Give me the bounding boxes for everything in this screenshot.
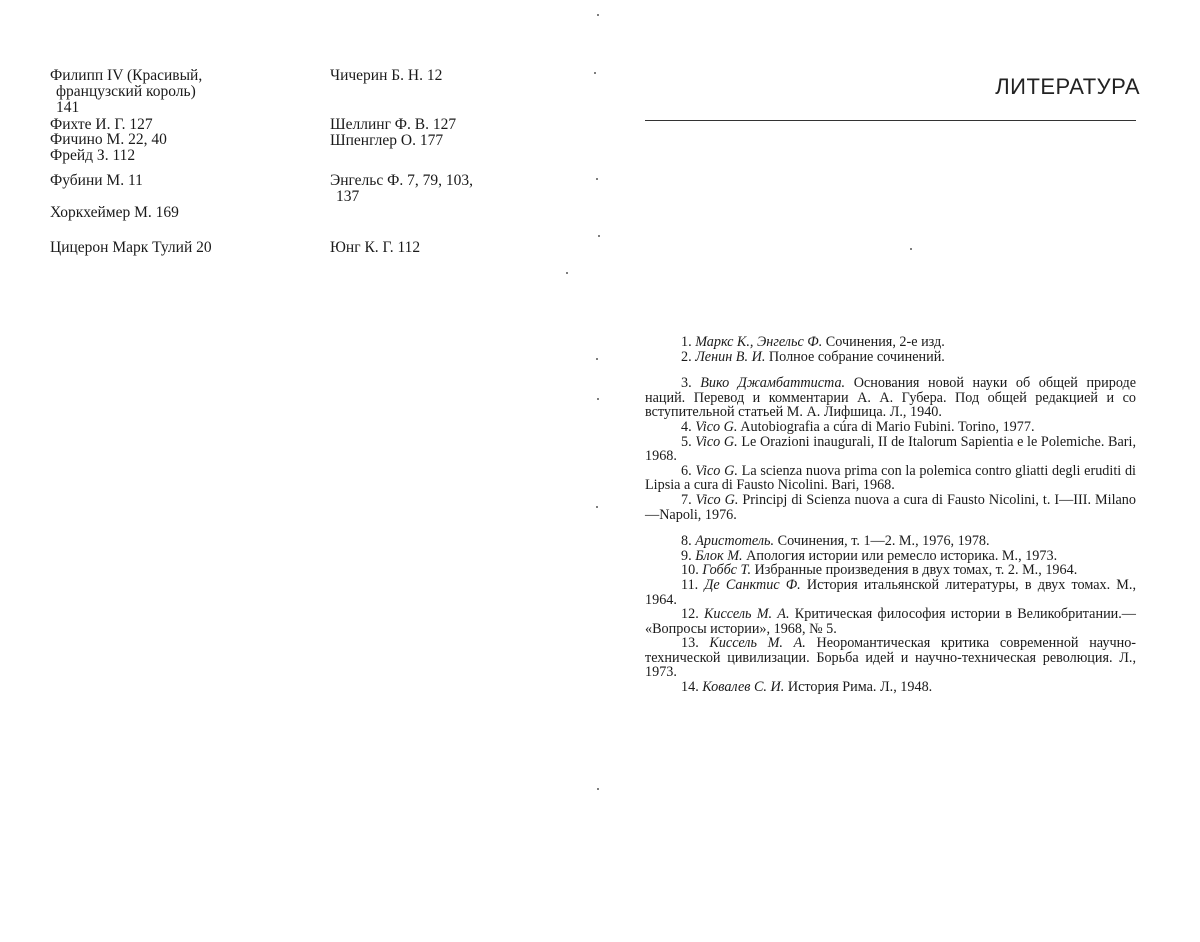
index-entry-text: Фихте И. Г. 127: [50, 116, 153, 133]
entry-author: Де Санктис Ф.: [704, 576, 801, 593]
entry-text: История итальянской литературы, в двух томах. М., 1964.: [645, 576, 1137, 608]
bibliography-entry: [645, 464, 1136, 493]
entry-text: La scienza nuova prima con la polemica contro gliatti degli eruditi di Lipsia a cura di Fausto Nicolini. Bari, 1968.: [645, 462, 1136, 494]
bibliography-title: ЛИТЕРАТУРА: [995, 74, 1140, 99]
entry-number: 1.: [681, 334, 692, 350]
entry-number: 12.: [681, 606, 699, 623]
bibliography-entry: [645, 680, 1136, 695]
gutter-speck: [594, 72, 596, 74]
index-entry-text: Цицерон Марк Тулий 20: [50, 239, 212, 256]
gutter-speck: [596, 358, 598, 360]
entry-author: Vico G.: [695, 433, 738, 450]
entry-number: 3.: [681, 375, 692, 392]
index-entry: [330, 173, 580, 205]
gutter-speck: [596, 178, 598, 180]
entry-number: 4.: [681, 418, 692, 435]
entry-author: Маркс К., Энгельс Ф.: [695, 334, 823, 350]
entry-author: Vico G.: [695, 462, 738, 479]
entry-number: 10.: [681, 562, 699, 579]
index-entry-text: Шеллинг Ф. В. 127: [330, 116, 457, 133]
entry-text: Principj di Scienza nuova a cura di Fausto Nicolini, t. I—III. Milano—Napoli, 1976.: [645, 491, 1136, 523]
index-entry-continuation: 141: [56, 99, 80, 116]
index-entry: [50, 173, 300, 189]
entry-author: Гоббс Т.: [702, 562, 751, 579]
index-entry: [330, 117, 580, 133]
entry-number: 6.: [681, 462, 692, 479]
index-entry-text: Энгельс Ф. 7, 79, 103,: [330, 172, 473, 189]
index-entry: [50, 205, 300, 221]
index-entry-continuation: французский король): [56, 83, 196, 100]
entry-number: 5.: [681, 433, 692, 450]
entry-text: Апология истории или ремесло историка. М., 1973.: [746, 547, 1058, 564]
gutter-speck: [598, 235, 600, 237]
gutter-speck: [596, 506, 598, 508]
heading-rule: [645, 120, 1136, 121]
index-entry-text: Хоркхеймер М. 169: [50, 204, 179, 221]
entry-author: Vico G.: [695, 418, 738, 435]
entry-number: 13.: [681, 635, 699, 652]
entry-text: Основания новой науки об общей природе наций. Перевод и комментарии А. А. Губера. Под общей редакцией и со вступительной статьей М. А. Лифшица. Л., 1940.: [645, 375, 1137, 421]
gutter-speck: [566, 272, 568, 274]
entry-author: Блок М.: [695, 547, 743, 564]
bibliography-entry: [645, 493, 1136, 522]
index-entry: [330, 240, 580, 256]
gutter-speck: [597, 398, 599, 400]
index-entry-text: Филипп IV (Красивый,: [50, 67, 203, 84]
entry-author: Киссель М. А.: [709, 635, 806, 652]
index-entry-text: Фубини М. 11: [50, 172, 143, 189]
index-entry-text: Юнг К. Г. 112: [330, 239, 421, 256]
entry-text: Критическая философия истории в Великобритании.— «Вопросы истории», 1968, № 5.: [645, 606, 1136, 637]
entry-number: 11.: [681, 576, 699, 593]
index-entry-text: Шпенглер О. 177: [330, 132, 444, 149]
index-entry-text: Чичерин Б. Н. 12: [330, 67, 443, 84]
entry-text: Сочинения, 2-е изд.: [825, 334, 945, 350]
index-entry: [330, 68, 580, 84]
entry-author: Vico G.: [695, 491, 739, 508]
entry-text: История Рима. Л., 1948.: [787, 679, 933, 696]
bibliography-entry: [645, 335, 1136, 350]
bibliography-entry: [645, 549, 1136, 564]
bibliography-entry: [645, 563, 1136, 578]
index-entry: [50, 148, 300, 164]
bibliography-entry: [645, 607, 1136, 636]
bibliography-entry: [645, 350, 1136, 365]
index-entry-text: Фичино М. 22, 40: [50, 131, 167, 148]
entry-number: 2.: [681, 348, 692, 365]
entry-text: Полное собрание сочинений.: [768, 348, 945, 365]
entry-number: 7.: [681, 491, 692, 508]
bibliography-entry: [645, 534, 1136, 549]
entry-author: Киссель М. А.: [703, 606, 790, 623]
gutter-speck: [597, 788, 599, 790]
bibliography-list: [645, 335, 1136, 695]
entry-author: Вико Джамбаттиста.: [700, 375, 846, 392]
entry-text: Le Orazioni inaugurali, II de Italorum Sapientia e le Polemiche. Bari, 1968.: [645, 433, 1136, 465]
entry-number: 9.: [681, 547, 692, 564]
index-entry: [50, 240, 300, 256]
index-entry: [50, 68, 300, 116]
entry-text: Сочинения, т. 1—2. М., 1976, 1978.: [777, 533, 990, 550]
index-entry-continuation: 137: [336, 188, 360, 205]
bibliography-entry: [645, 636, 1136, 680]
entry-author: Ленин В. И.: [695, 348, 766, 365]
index-entry: [330, 133, 580, 149]
index-entry-text: Фрейд З. 112: [50, 147, 136, 164]
entry-number: 14.: [681, 679, 699, 696]
bibliography-entry: [645, 578, 1136, 607]
entry-author: Аристотель.: [695, 533, 775, 550]
entry-text: Избранные произведения в двух томах, т. 2. М., 1964.: [754, 562, 1078, 579]
bibliography-entry: [645, 420, 1136, 435]
entry-text: Autobiografia a cúra di Mario Fubini. Torino, 1977.: [740, 418, 1035, 435]
gutter-speck: [910, 248, 912, 250]
gutter-speck: [597, 14, 599, 16]
index-entry: [50, 132, 300, 148]
entry-text: Неоромантическая критика современной научно-технической цивилизации. Борьба идей и научно-техническая революция. Л., 1973.: [645, 635, 1137, 681]
bibliography-entry: [645, 435, 1136, 464]
entry-author: Ковалев С. И.: [702, 679, 785, 696]
bibliography-entry: [645, 376, 1136, 420]
entry-number: 8.: [681, 533, 692, 550]
